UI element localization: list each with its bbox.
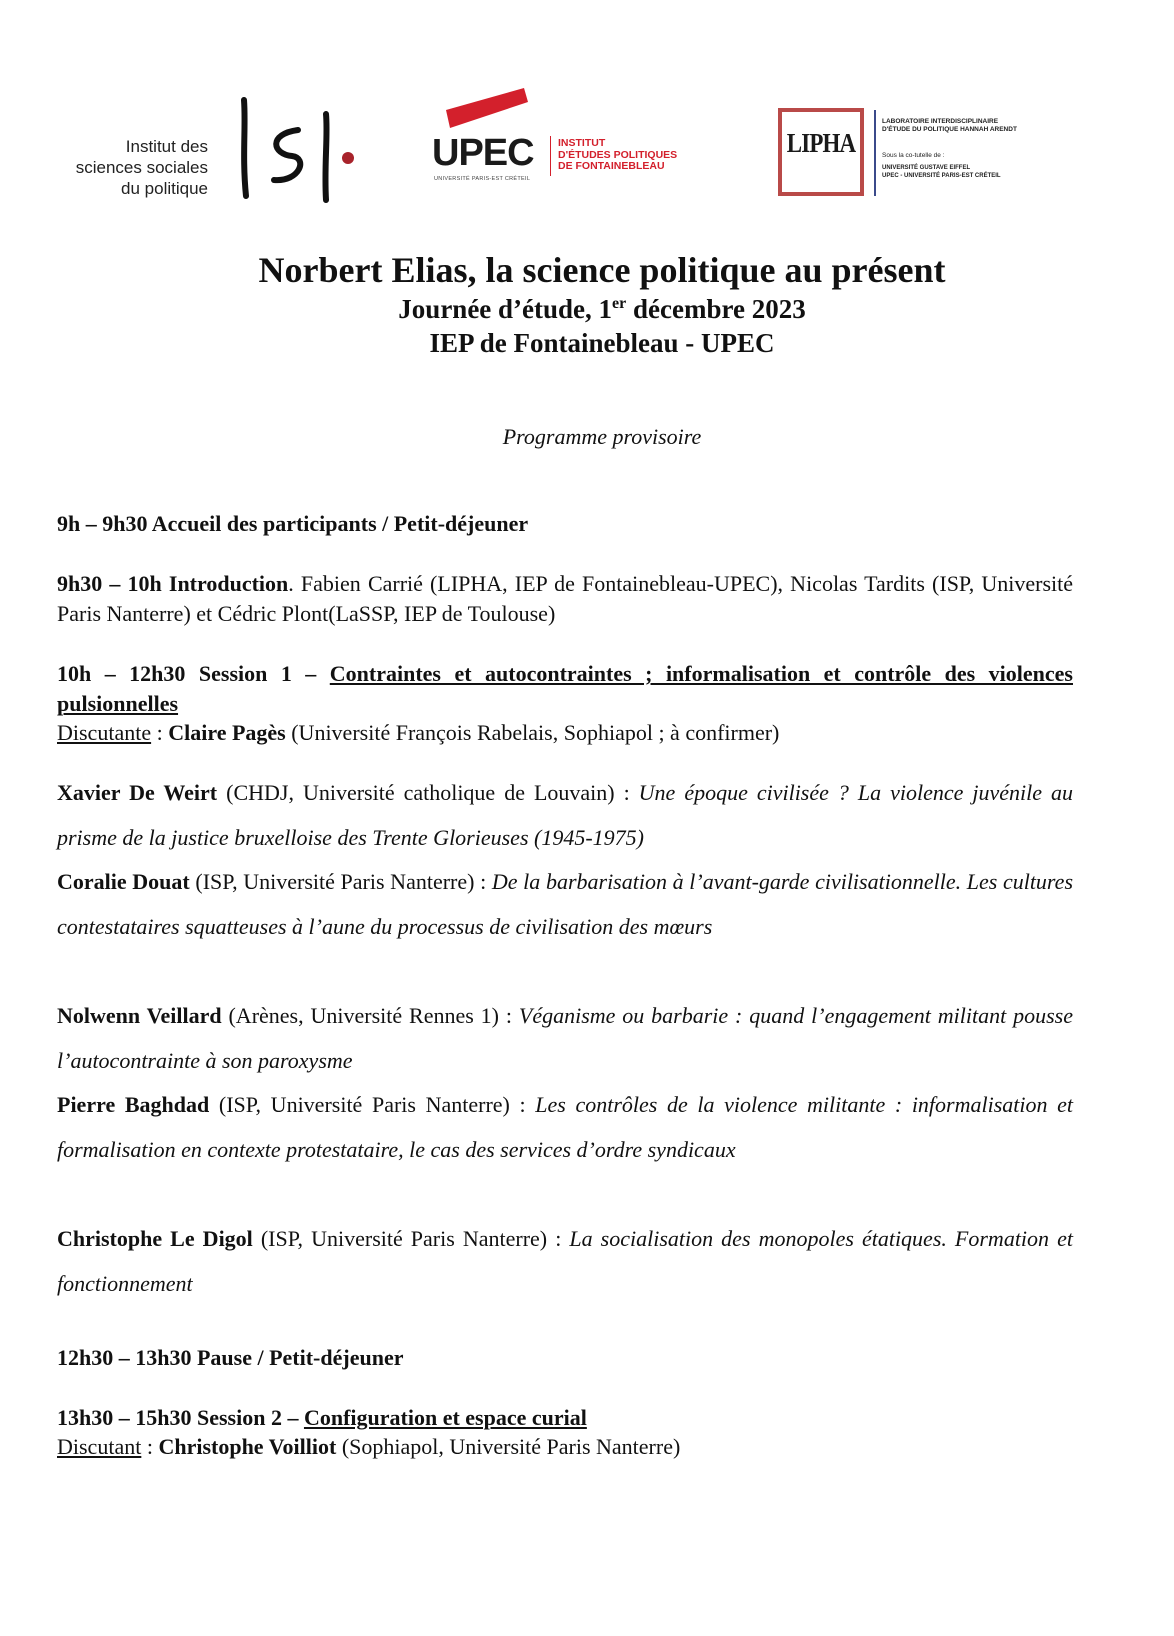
event-date-sup: er <box>612 295 627 312</box>
session2-title: Configuration et espace curial <box>303 1405 587 1430</box>
session2-discussant <box>57 1432 1073 1462</box>
lipha-university: UNIVERSITÉ GUSTAVE EIFFEL <box>882 165 971 171</box>
intro-text: . Fabien Carrié (LIPHA, IEP de Fontainebleau-UPEC), Nicolas Tardits (ISP, Université Paris Nanterre) et Cédric Plont(LaSSP, IEP de Toulouse) <box>57 571 1074 626</box>
upec-institute-line: D'ÉTUDES POLITIQUES <box>558 148 678 161</box>
welcome-item: 9h – 9h30 Accueil des participants / Petit-déjeuner <box>57 511 529 536</box>
discussant-name: Claire Pagès <box>168 720 286 745</box>
discussant-affil: (Université François Rabelais, Sophiapol ; à confirmer) <box>285 720 780 745</box>
upec-logo <box>432 88 702 188</box>
talk-title: La socialisation des monopoles étatiques. Formation et fonctionnement <box>57 1226 1073 1296</box>
isp-logo <box>58 96 378 216</box>
page-title: Norbert Elias, la science politique au présent <box>258 250 946 290</box>
upec-institute-name <box>558 138 677 173</box>
upec-separator <box>550 136 551 176</box>
isp-logo-line: Institut des <box>125 137 208 156</box>
talk-title: Les contrôles de la violence militante : informalisation et formalisation en contexte protestataire, le cas des services d’ordre syndicaux <box>57 1092 1074 1162</box>
lipha-universities <box>882 164 1001 180</box>
upec-institute-line: DE FONTAINEBLEAU <box>558 160 665 172</box>
discussant-name: Christophe Voilliot <box>158 1434 337 1459</box>
lipha-tutelle: Sous la co-tutelle de : <box>882 152 945 159</box>
talk-item <box>57 1082 1073 1172</box>
talk-item <box>57 993 1073 1083</box>
event-date-post: décembre 2023 <box>626 294 806 324</box>
event-date <box>30 292 1174 326</box>
talk-affil: (ISP, Université Paris Nanterre) : <box>189 869 492 894</box>
lipha-logo <box>778 108 1078 208</box>
upec-wordmark: UPEC <box>432 132 534 174</box>
discussant-sep: : <box>151 720 169 745</box>
lipha-wordmark: LIPHA <box>786 128 856 158</box>
intro-time: 9h30 – 10h Introduction <box>57 571 289 596</box>
session1-discussant <box>57 718 1073 748</box>
talk-speaker: Xavier De Weirt <box>57 780 218 805</box>
session2-header <box>57 1403 1073 1433</box>
isp-logo-line: sciences sociales <box>75 158 208 177</box>
talk-item <box>57 859 1073 949</box>
session1-header <box>57 659 1073 719</box>
isp-calligraphy-icon <box>238 96 368 206</box>
discussant-sep: : <box>141 1434 159 1459</box>
talk-affil: (ISP, Université Paris Nanterre) : <box>209 1092 536 1117</box>
session1-time: 10h – 12h30 Session 1 – <box>57 661 330 686</box>
lipha-university: UPEC - UNIVERSITÉ PARIS-EST CRÉTEIL <box>882 173 1001 179</box>
talk-item <box>57 770 1073 860</box>
talk-speaker: Nolwenn Veillard <box>57 1003 222 1028</box>
upec-subtitle: UNIVERSITÉ PARIS-EST CRÉTEIL <box>434 176 531 182</box>
talk-affil: (Arènes, Université Rennes 1) : <box>221 1003 519 1028</box>
talk-affil: (ISP, Université Paris Nanterre) : <box>252 1226 570 1251</box>
talk-title: Véganisme ou barbarie : quand l’engagement militant pousse l’autocontrainte à son paroxysme <box>57 1003 1073 1073</box>
event-venue: IEP de Fontainebleau - UPEC <box>429 328 775 358</box>
talk-speaker: Christophe Le Digol <box>57 1226 253 1251</box>
talk-title: De la barbarisation à l’avant-garde civilisationnelle. Les cultures contestataires squatteuses à l’aune du processus de civilisation des mœurs <box>57 869 1074 939</box>
session2-time: 13h30 – 15h30 Session 2 – <box>57 1405 304 1430</box>
discussant-affil: (Sophiapol, Université Paris Nanterre) <box>336 1434 681 1459</box>
programme-label: Programme provisoire <box>502 424 702 449</box>
event-date-pre: Journée d’étude, 1 <box>398 294 613 324</box>
discussant-label: Discutant <box>57 1434 142 1459</box>
intro-item <box>57 569 1073 629</box>
session1-title: Contraintes et autocontraintes ; informalisation et contrôle des violences pulsionnelles <box>57 661 1073 716</box>
talk-affil: (CHDJ, Université catholique de Louvain) : <box>217 780 639 805</box>
talk-speaker: Coralie Douat <box>57 869 190 894</box>
talk-item <box>57 1216 1073 1306</box>
lipha-separator <box>874 110 876 196</box>
pause-item: 12h30 – 13h30 Pause / Petit-déjeuner <box>57 1345 404 1370</box>
upec-red-banner-icon <box>432 88 542 134</box>
talk-speaker: Pierre Baghdad <box>57 1092 210 1117</box>
isp-logo-text <box>58 136 208 199</box>
talk-title: Une époque civilisée ? La violence juvénile au prisme de la justice bruxelloise des Trente Glorieuses (1945-1975) <box>57 780 1073 850</box>
upec-institute-line: INSTITUT <box>558 137 606 149</box>
isp-logo-line: du politique <box>121 179 208 198</box>
lipha-lab-name <box>882 118 1017 134</box>
lipha-lab-line: D'ÉTUDE DU POLITIQUE HANNAH ARENDT <box>882 126 1017 133</box>
discussant-label: Discutante <box>57 720 152 745</box>
lipha-lab-line: LABORATOIRE INTERDISCIPLINAIRE <box>882 118 999 125</box>
title-block <box>0 248 1174 360</box>
